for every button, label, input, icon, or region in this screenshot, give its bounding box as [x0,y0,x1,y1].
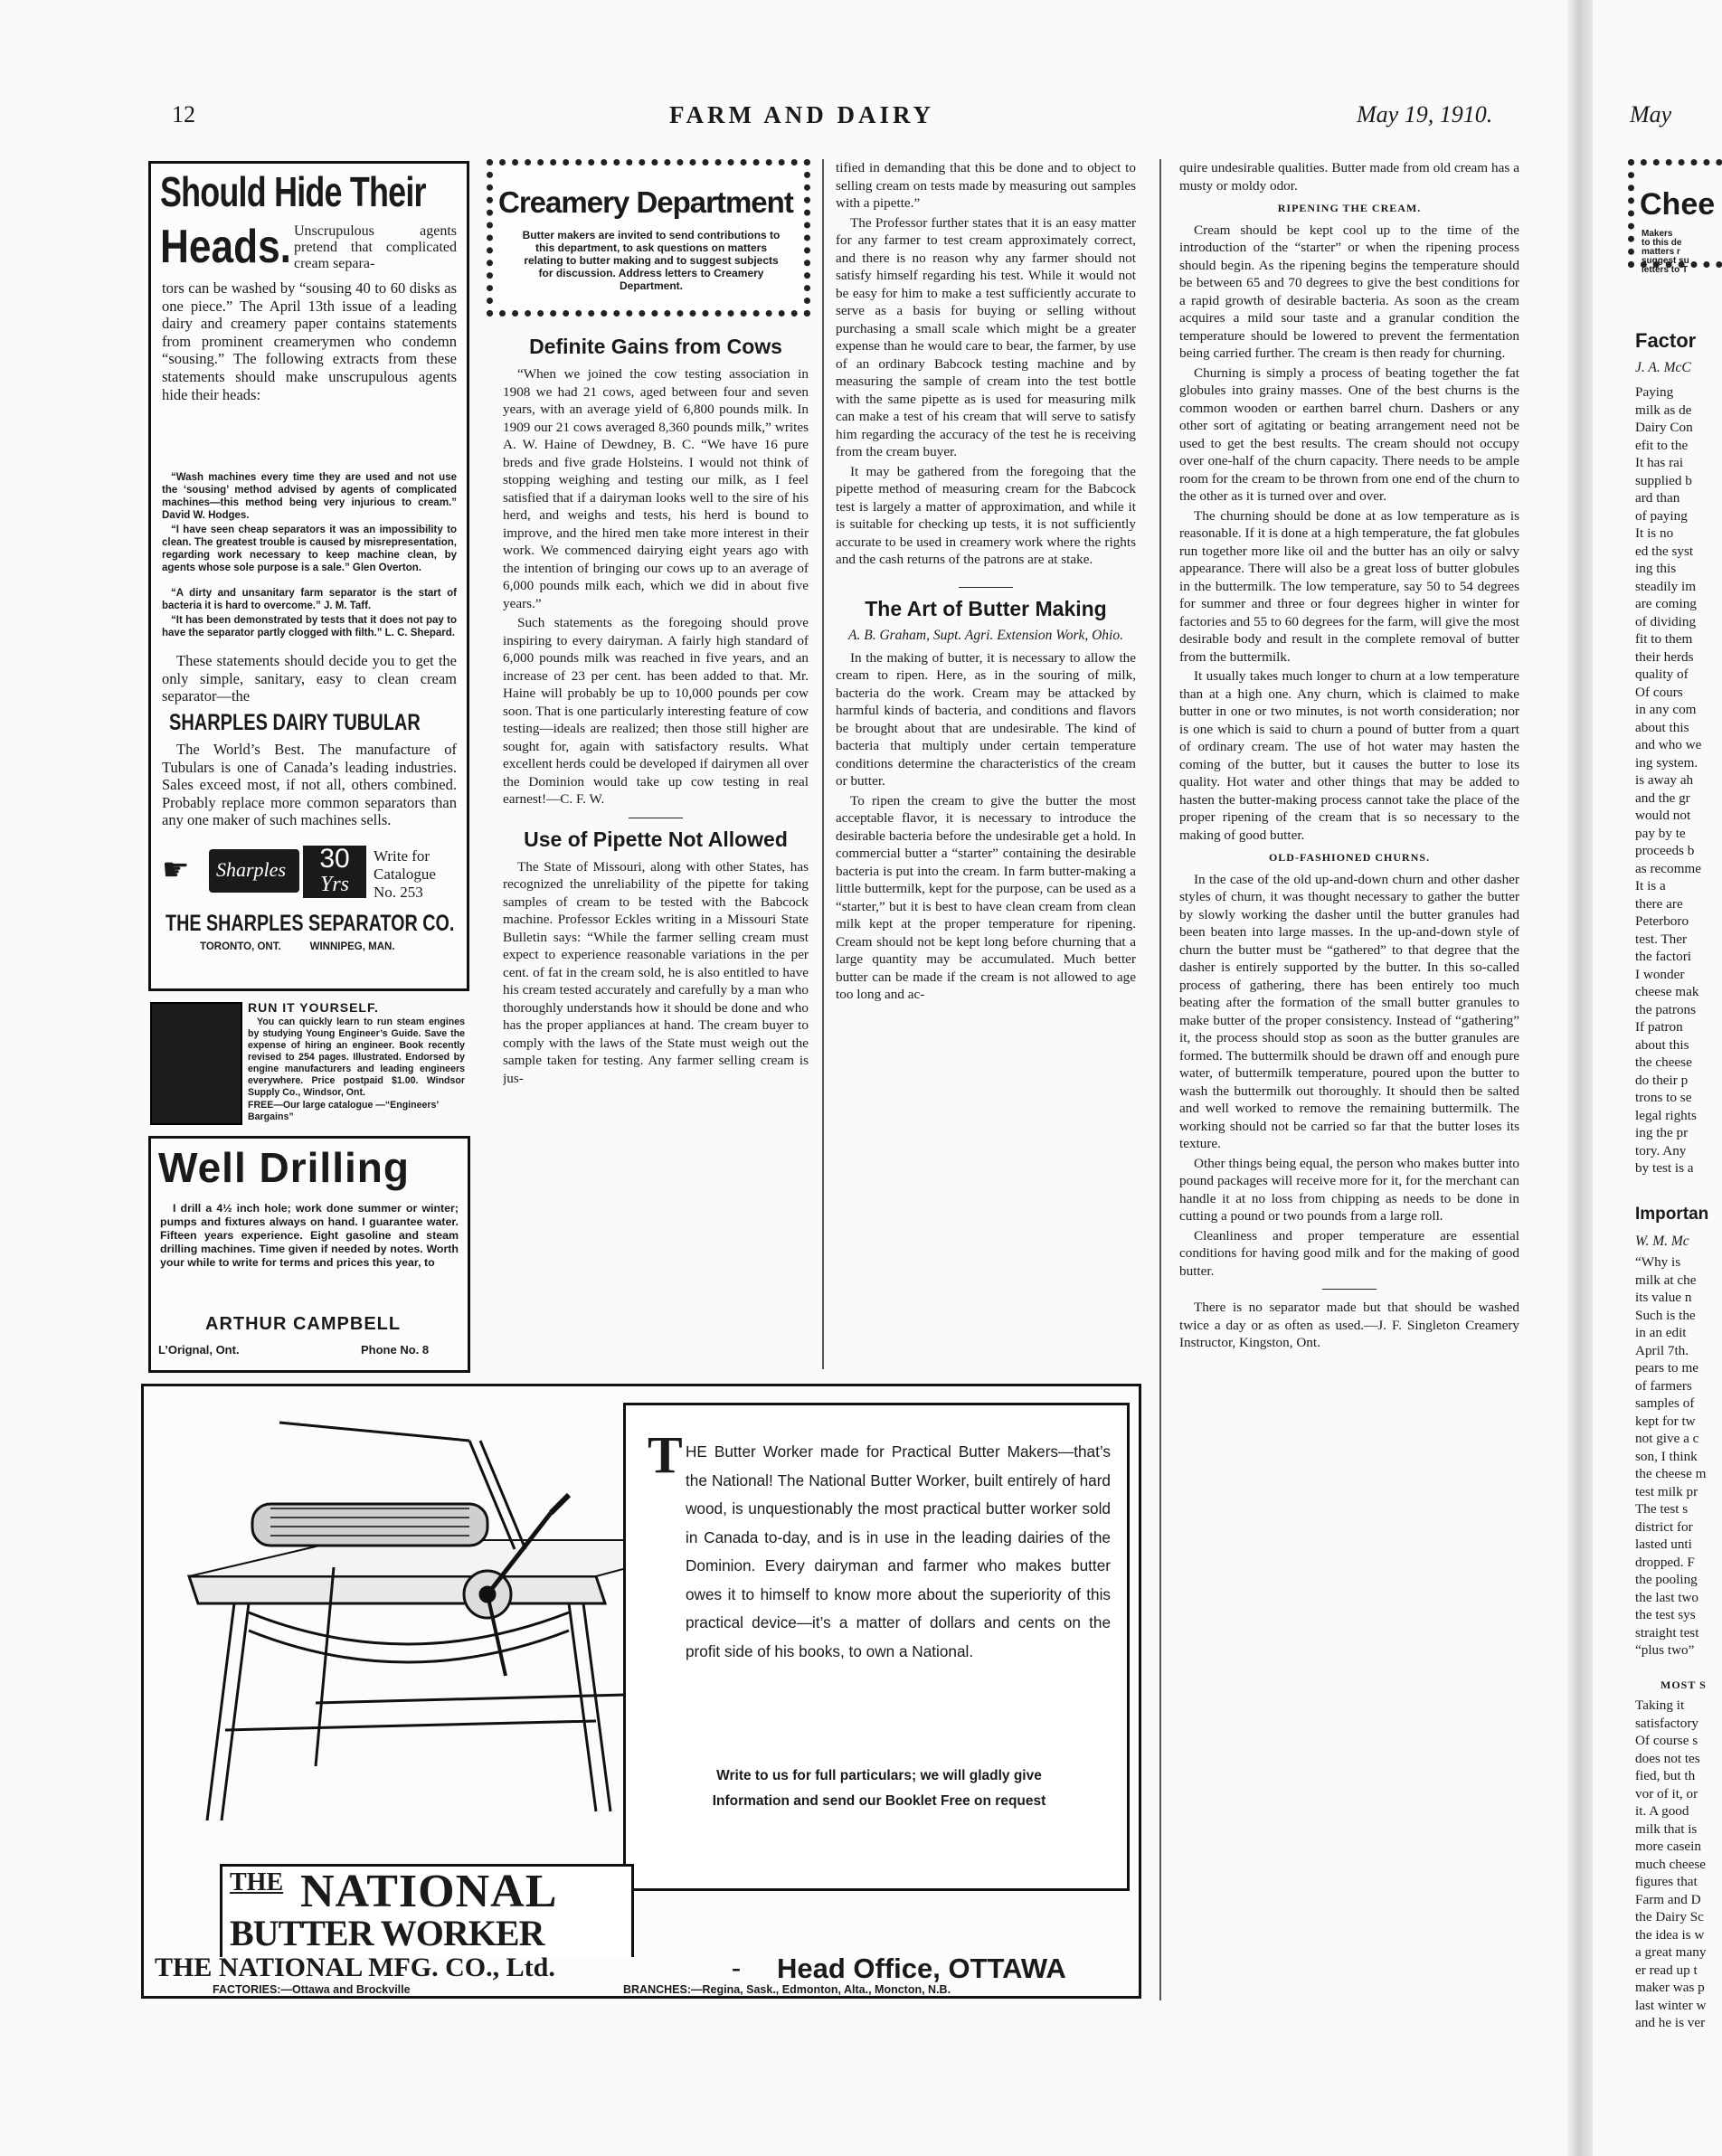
right-column-line: not give a c [1635,1431,1699,1446]
col3-paragraph-5: To ripen the cream to give the butter the most acceptable flavor, it is necessary to introduce the desirable bacteria before the undesirable get a hold. In commercial butter a “starter” containing the desirable bacteria is put into the cream. In farm butter-making a little buttermilk, kept for the purpose, can be used as a “starter,” but it is best to have clean cream from clean milk kept at the proper temperature for ripening. Cream should not be kept long before churning that a large quantity may be accumulated. Much better butter can be made if the cream is not allowed to age too long and ac- [836,792,1136,1002]
right-column-line: April 7th. [1635,1342,1689,1358]
right-column-line: trons to se [1635,1090,1692,1105]
national-logo-block [220,1864,634,1957]
national-head-office: Head Office, OTTAWA [777,1953,1066,1984]
right-page-header: May [1630,101,1672,128]
creamery-department-body: Butter makers are invited to send contributions to this department, to ask questions on matters relating to butter making and to suggest subjects for discussion. Address letters to Creamery Department. [522,229,781,292]
right-column-line: and the gr [1635,790,1690,806]
right-column-line: does not tes [1635,1750,1700,1766]
cheese-box-line-1: Makers [1642,229,1673,239]
right-column-line: district for [1635,1518,1693,1535]
right-column-line: much cheese [1635,1856,1707,1872]
well-drilling-ad [148,1136,470,1373]
sharples-locations: TORONTO, ONT. WINNIPEG, MAN. [200,941,395,952]
well-drilling-name: ARTHUR CAMPBELL [205,1314,402,1334]
right-column-line: efit to the [1635,437,1689,453]
right-column-line: would not [1635,808,1691,823]
cheese-box-line-4: suggest su [1642,256,1689,266]
right-column-line: the last two [1635,1589,1699,1605]
right-column-line: ed the syst [1635,543,1694,559]
national-factories: FACTORIES:—Ottawa and Brockville [213,1983,411,1996]
right-column-line: of dividing [1635,613,1697,629]
right-column-line: as recomme [1635,860,1701,876]
right-column-line: are coming [1635,596,1697,611]
sharples-intro-body: tors can be washed by “sousing 40 to 60 disks as one piece.” The April 13th issue of a leading dairy and creamery paper contains statements from prominent creamerymen who condemn “sousing.” The following extracts from these statements should make unscrupulous agents hide their heads: [162,279,457,403]
national-company: THE NATIONAL MFG. CO., Ltd. [155,1953,555,1982]
right-column-line: of farmers [1635,1377,1692,1394]
section-rule [1322,1289,1377,1290]
col3-paragraph-3: It may be gathered from the foregoing that the pipette method of measuring cream for the Babcock test is largely a matter of approximation, and while it is suitable for checking up tests, it is not sufficiently accurate to be used in creamery work where the rights and the cash returns of the patrons are at stake. [836,463,1136,567]
sharples-write-for: Write for Catalogue No. 253 [374,847,436,901]
right-column-line: more casein [1635,1839,1701,1854]
right-subhead-3: MOST S [1660,1678,1707,1691]
sharples-company: THE SHARPLES SEPARATOR CO. [166,911,455,936]
sharples-decide: These statements should decide you to get the only simple, sanitary, easy to clean cream separator—the [162,652,457,705]
right-column-line: the cheese m [1635,1466,1707,1481]
national-branches: BRANCHES:—Regina, Sask., Edmonton, Alta., Moncton, N.B. [623,1983,951,1996]
right-column-line: do their p [1635,1072,1689,1088]
right-column-line: it. A good [1635,1803,1689,1819]
col3-paragraph-4: In the making of butter, it is necessary to allow the cream to ripen. Here, as in the souring of milk, bacteria do the work. Cream may be attacked by harmful kinds of bacteria, and conditions and flavors be brought about that are undesirable. The kind of bacteria that multiply under certain temperature conditions determine the characteristics of the cream or butter. [836,649,1136,789]
section-rule [959,587,1013,588]
national-ad-drop-cap: T [648,1425,683,1484]
national-ad-body: HE Butter Worker made for Practical Butter Makers—that’s the National! The National Butter Worker, built entirely of hard wood, is unquestionably the most practical butter worker sold in Canada to-day, and is in use in the leading dairies of the Dominion. Every dairyman and farmer who makes butter owes it to himself to know more about the superiority of this practical device—it’s a matter of dollars and cents on the profit side of his books, to own a National. [686,1442,1111,1660]
well-drilling-phone: Phone No. 8 [361,1343,430,1357]
right-heading-2: Importan [1635,1205,1709,1224]
col3-paragraph-1: tified in demanding that this be done and to object to selling cream on tests made by measuring out samples with a pipette.” [836,160,1136,211]
sharples-product: SHARPLES DAIRY TUBULAR [169,710,421,735]
column-rule-2-3 [822,159,824,1369]
engineer-ad-title: RUN IT YOURSELF. [248,1000,379,1015]
subhead-ripening: RIPENING THE CREAM. [1277,202,1422,214]
right-column-line: pears to me [1635,1360,1699,1376]
col2-paragraph-1: “When we joined the cow testing association in 1908 we had 21 cows, aged between four and seven years, with an average yield of 6,800 pounds milk. In 1909 our 21 cows averaged 8,360 pounds milk,” writes A. W. Haine of Dewdney, B. C. “We have 16 pure breds and five grade Holsteins. I would not think of stopping weighing and testing our milk, as I feel satisfied that if a dairyman looks well to the sire of his herd, and weighs and tests, his herd is bound to improve, and the hired men take more interest in their work. We commenced dairying eight years ago with the intention of bringing our cows up to an average of 6,000 pounds milk each, which we did in about five years.” [503,366,809,611]
sharples-headline-1: Should Hide Their [160,168,426,215]
national-logo-the: THE [230,1868,284,1896]
right-column-line: ing the pr [1635,1125,1689,1140]
subhead-old-churns: OLD-FASHIONED CHURNS. [1268,851,1431,864]
right-column-line: cheese mak [1635,984,1699,999]
right-column-lines-3 [1635,1697,1722,2032]
heading-definite-gains: Definite Gains from Cows [529,335,782,358]
right-column-line: figures that [1635,1874,1698,1889]
right-column-line: the factori [1635,949,1691,964]
col4-paragraph-2: Cream should be kept cool up to the time of the introduction of the “starter” or when the ripening process should begin. As the ripening begins the temperature should be between 65 and 70 degrees to give the best conditions for a rapid growth of desirable bacteria. As soon as the cream acquires a mild sour taste and a granular condition the temperature should be lowered to prevent the fermentation being carried further. The cream is then ready for churning. [1179,222,1519,361]
right-column-line: there are [1635,895,1683,912]
engineer-ad-free: FREE—Our large catalogue —“Engineers’ Bargains” [248,1100,439,1122]
right-column-line: son, I think [1635,1448,1698,1464]
right-column-line: “Why is [1635,1254,1681,1270]
page-number: 12 [172,101,195,128]
page-header [172,101,1510,134]
col4-paragraph-1: quire undesirable qualities. Butter made from old cream has a musty or moldy odor. [1179,160,1519,194]
sharples-headline-2: Heads. [160,221,291,273]
right-column-line: and he is ver [1635,2015,1706,2030]
col2-paragraph-2: Such statements as the foregoing should prove inspiring to every dairyman. A fairly high standard of 6,000 pounds milk was reached in five years, and an increase of 23 per cent. has been added to that. Mr. Haine will probably be up to 10,000 pounds per cow soon. That is one particularly interesting feature of cow testing—ideals are realized; then those still higher are sought for, again with satisfactory results. What excellent herds could be developed if dairymen all over the Dominion would take up cow testing in real earnest!—C. F. W. [503,615,809,807]
column-2 [503,329,809,1369]
right-column-line: of paying [1635,507,1688,524]
right-column-line: It is no [1635,525,1674,541]
sharples-quote-3: “A dirty and unsanitary farm separator is the start of bacteria it is hard to overcome.” J. M. Taff. [162,588,457,611]
col2-paragraph-3: The State of Missouri, along with other States, has recognized the unreliability of the pipette for taking samples of cream to be tested with the Babcock machine. Professor Eckles writing in a Missouri State Bulletin says: “While the farmer selling cream must expect to experience reasonable variations in the per cent. of fat in the cream sold, he is also entitled to have his cream tested accurately and carefully by a man who thoroughly understands how it should be done and who has the proper appliances at hand. The cream buyer to comply with the laws of the State must weigh out the sample taken for testing. Any farmer selling cream is jus- [503,858,809,1086]
heading-pipette: Use of Pipette Not Allowed [524,827,788,851]
right-column-line: milk at che [1635,1272,1697,1288]
right-column-line: ing this [1635,561,1677,576]
cheese-box-title: Chee [1640,187,1716,222]
right-heading-1: Factor [1635,329,1697,352]
right-column-line: straight test [1635,1624,1699,1641]
cheese-box-line-5: letters to T [1642,265,1689,275]
right-column-line: test milk pr [1635,1483,1698,1499]
right-column-line: proceeds b [1635,843,1695,858]
col4-paragraph-7: Other things being equal, the person who makes butter into pound packages will receive more for it, for the merchant can handle it at no loss from chipping as needs to be done in cutting a pound or two pounds from a large roll. [1179,1155,1519,1224]
right-column-line: It has rai [1635,455,1684,470]
cheese-box-line-3: matters r [1642,247,1680,257]
national-ad-text-box [623,1403,1130,1891]
engineer-ad [148,998,469,1125]
sharples-quote-1: “Wash machines every time they are used and not use the ‘sousing’ method advised by agents of complicated machines—this method being very injurious to cream.” David W. Hodges. [162,472,457,521]
right-column-lines-2 [1635,1253,1722,1660]
right-column-line: its value n [1635,1290,1692,1305]
right-column-line: vor of it, or [1635,1785,1698,1801]
right-column-line: milk that is [1635,1820,1698,1837]
right-column-line: the pooling [1635,1572,1698,1587]
guide-book-image [150,1002,242,1125]
right-column-line: pay by te [1635,825,1686,841]
right-column-line: Of cours [1635,684,1683,700]
right-byline-2: W. M. Mc [1635,1234,1689,1249]
right-page-fragment [1594,159,1722,2058]
right-column-line: last winter w [1635,1997,1707,2013]
right-column-line: the test sys [1635,1607,1696,1622]
right-column-line: It is a [1635,878,1666,894]
right-column-line: test. Ther [1635,931,1688,947]
right-byline-1: J. A. McC [1635,360,1691,375]
right-column-line: supplied b [1635,472,1692,488]
col3-paragraph-2: The Professor further states that it is an easy matter for any farmer to test cream approximately correct, and there is no reason why any farmer should not satisfy himself regarding his test. While it would not be easy for him to make a test sufficiently accurate to serve as a basis for buying or selling without purchasing a small scale which might be a greater expense than he would care to bear, the farmer, by use of an ordinary Babcock testing machine and by measuring the sample of cream into the test bottle with the same pipette as is used for measuring milk can make a test of his cream that will serve to satisfy him regarding the accuracy of the test he is receiving from the cream buyer. [836,214,1136,459]
heading-art-of-butter: The Art of Butter Making [865,596,1107,620]
page-date: May 19, 1910. [1357,101,1493,128]
right-column-line: er read up t [1635,1962,1698,1978]
national-logo-national: NATIONAL [300,1866,558,1917]
right-column-line: the cheese [1635,1054,1692,1070]
right-column-line: dropped. F [1635,1554,1695,1570]
right-column-line: Peterboro [1635,913,1689,929]
national-dash: - [732,1953,741,1982]
sharples-logo [209,849,299,893]
right-column-line: and who we [1635,737,1702,752]
right-column-line: satisfactory [1635,1715,1699,1731]
col4-paragraph-6: In the case of the old up-and-down churn and other dasher styles of churn, it was thought necessary to gather the butter by slowly working the dasher until the butter granules had been beaten into large masses. In the up-and-down style of churn the butter must be “gathered” to that degree that the dasher is entirely supported by the butter. In this so-called process of gathering, there has been entirely too much beating after the formation of the small butter granules to make butter of the proper consistency. Instead of “gathering” it, the process should stop as soon as the butter granules are formed. The buttermilk should be drawn off and enough pure water, of buttermilk temperature, poured upon the butter to wash the buttermilk out thoroughly. It should then be salted and well worked to remove the remaining buttermilk. The working should not be carried so far that the butter loses its texture. [1179,871,1519,1151]
col4-paragraph-8: Cleanliness and proper temperature are essential conditions for having good milk and for the making of good butter. [1179,1227,1519,1279]
right-column-line: ing system. [1635,754,1698,771]
page-gutter [1567,0,1593,2156]
engineer-ad-body: You can quickly learn to run steam engines by studying Young Engineer’s Guide. Save the expense of hiring an engineer. Book recently revised to 254 pages. Illustrated. Endorsed by engine manufacturers and leading engineers everywhere. Price postpaid $1.00. Windsor Supply Co., Windsor, Ont. [248,1017,465,1098]
sharples-years-number: 30 [319,844,350,874]
right-column-line: steadily im [1635,578,1697,594]
right-column-line: ard than [1635,490,1680,506]
col4-paragraph-9: There is no separator made but that should be washed twice a day or as often as used.—J. F. Singleton Creamery Instructor, Kingston, Ont. [1179,1300,1519,1350]
right-column-line: The test s [1635,1501,1689,1517]
right-column-line: a great many [1635,1944,1707,1960]
right-column-line: “plus two” [1635,1642,1695,1658]
sharples-years-badge [303,846,366,898]
right-column-line: in any com [1635,702,1697,717]
right-column-line: the idea is w [1635,1926,1705,1943]
national-logo-butterworker: BUTTER WORKER [230,1913,544,1953]
col4-paragraph-5: It usually takes much longer to churn at a low temperature than at a high one. Any churn, which is claimed to make butter in one or two minutes, is not worth consideration; nor is one which is said to churn a pound of butter from a quart of ordinary cream. The use of hot water may hasten the coming of the butter, but it causes the butter to lose its quality. Hot water and other things that may be added to hasten the butter-making process cannot take the place of the proper ripening of the cream that is so necessary to the making of good butter. [1179,668,1519,843]
right-column-line: Of course s [1635,1733,1698,1748]
right-column-line: about this [1635,1036,1689,1053]
right-column-line: Paying [1635,384,1674,400]
well-drilling-location: L’Orignal, Ont. [158,1343,240,1357]
right-column-line: milk as de [1635,402,1692,418]
butter-byline: A. B. Graham, Supt. Agri. Extension Work, Ohio. [848,627,1123,643]
right-column-line: fied, but th [1635,1768,1696,1783]
right-column-line: Such is the [1635,1307,1696,1323]
sharples-years-word: Yrs [319,873,350,896]
right-column-line: is away ah [1635,772,1694,788]
right-column-line: If patron [1635,1019,1683,1035]
right-column-line: tory. Any [1635,1142,1687,1158]
right-column-line: their herds [1635,648,1694,665]
page-title: FARM AND DAIRY [669,101,935,128]
right-column-line: samples of [1635,1395,1695,1411]
cheese-department-box [1628,159,1722,275]
right-column-line: maker was p [1635,1980,1705,1995]
right-column-line: Dairy Con [1635,420,1693,435]
right-column-line: about this [1635,719,1689,735]
right-column-lines-1 [1635,383,1722,1177]
creamery-department-box [487,159,810,317]
right-column-line: fit to them [1635,631,1693,647]
right-column-line: the patrons [1635,1001,1697,1017]
right-column-line: by test is a [1635,1160,1694,1176]
right-column-line: kept for tw [1635,1413,1696,1429]
national-ad-cta: Write to us for full particulars; we will gladly give Information and send our Booklet Free on request [712,1768,1046,1809]
cheese-box-line-2: to this de [1642,238,1682,248]
well-drilling-body: I drill a 4½ inch hole; work done summer or winter; pumps and fixtures always on hand. I guarantee water. Fifteen years experience. Eight gasoline and steam drilling machines. Time given if needed by notes. Worth your while to write for terms and prices this year, to [160,1202,459,1269]
right-column-line: the Dairy Sc [1635,1909,1704,1924]
column-rule-3-4 [1159,159,1161,2000]
pointing-hand-icon: ☛ [162,854,190,887]
right-column-line: in an edit [1635,1325,1687,1340]
right-column-line: legal rights [1635,1107,1697,1123]
sharples-ad [148,161,469,991]
sharples-logo-text: Sharples [216,858,286,881]
well-drilling-headline: Well Drilling [158,1144,410,1191]
right-column-line: lasted unti [1635,1537,1692,1552]
sharples-quote-2: “I have seen cheap separators it was an impossibility to clean. The greatest trouble is caused by misrepresentation, regarding work necessary to keep machine clean, by agents whose sole purpose is a sale.” Glen Overton. [162,525,457,573]
right-column-line: quality of [1635,667,1689,682]
sharples-quote-4: “It has been demonstrated by tests that it does not pay to have the separator partly clogged with filth.” L. C. Shepard. [162,615,457,638]
national-butter-worker-ad [141,1384,1141,1999]
col4-paragraph-3: Churning is simply a process of beating together the fat globules into grainy masses. One of the best churns is the common wooden or earthen barrel churn. Dashers or any other sort of agitating or beating arrangement need not be used to get the best results. The cream should not occupy over one-half of the churn capacity. There needs to be ample room for the cream to be thrown from one end of the churn to the other as it is turned over and over. [1179,364,1519,504]
column-3 [836,159,1136,1369]
col4-paragraph-4: The churning should be done at as low temperature as is reasonable. If it is done at a high temperature, the fat globules run together more like oil and the butter has an oily or salvy appearance. There will also be a great loss of butter globules in the buttermilk. The low temperature, say 50 to 54 degrees for summer and three or four degrees higher in winter for factories and 55 to 60 degrees for the farm, will give the most desirable body and result in the complete removal of butter from the buttermilk. [1179,507,1519,665]
sharples-intro-right: Unscrupulous agents pretend that complicated cream separa- [294,223,457,271]
sharples-worlds-best: The World’s Best. The manufacture of Tubulars is one of Canada’s leading industries. Sales exceed most, if not all, others combined. Probably replace more common separators than any one maker of such machines sells. [162,741,457,829]
right-column-line: Taking it [1635,1697,1685,1713]
right-column-line: Farm and D [1635,1891,1701,1907]
right-column-line: I wonder [1635,966,1685,982]
creamery-department-title: Creamery Department [498,185,793,219]
column-4 [1179,159,1519,1986]
